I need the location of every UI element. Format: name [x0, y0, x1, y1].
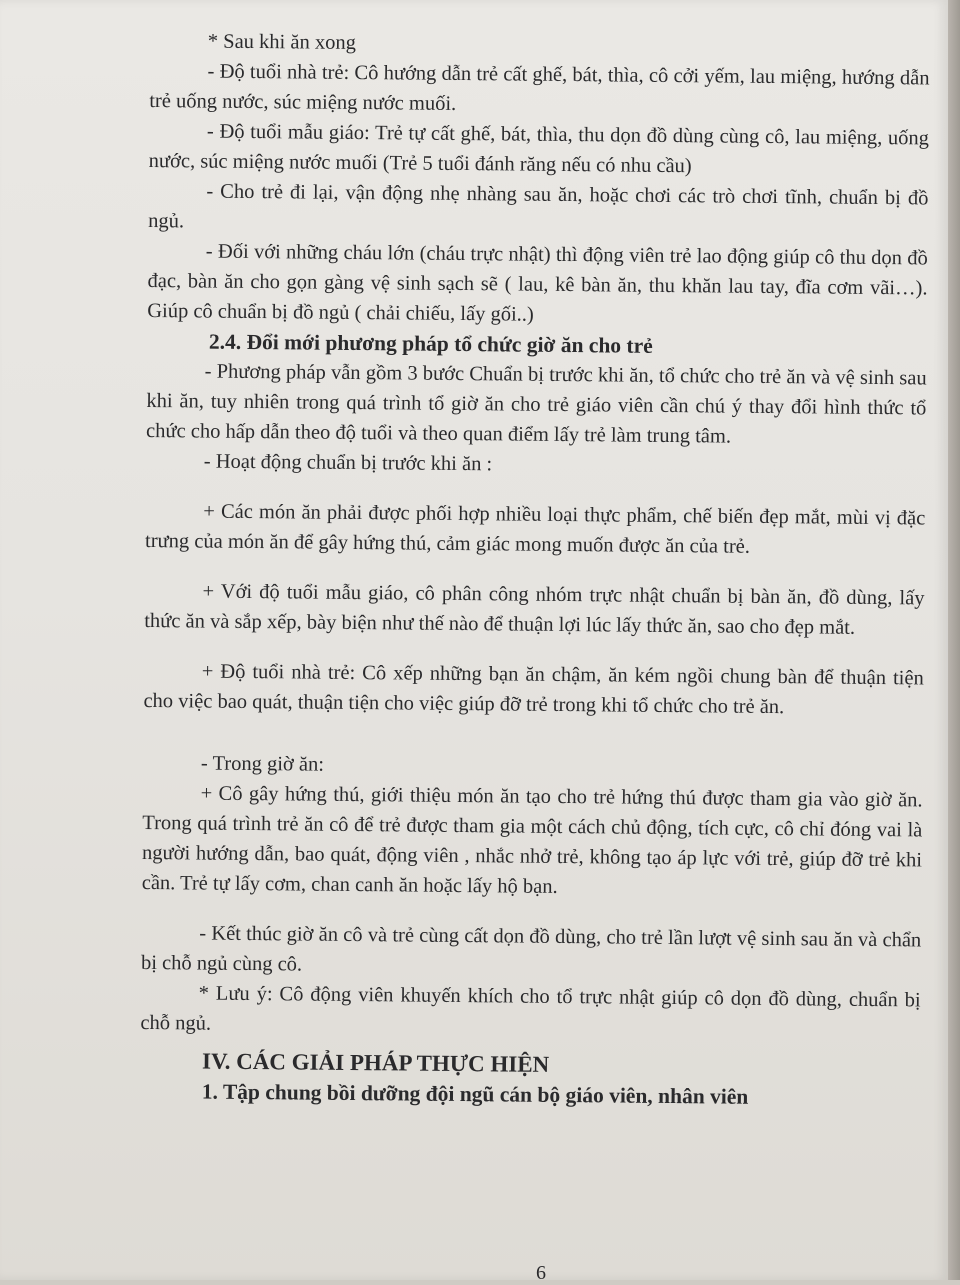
paragraph-light-activity: - Cho trẻ đi lại, vận động nhẹ nhàng sau ăn, hoặc chơi các trò chơi tĩnh, chuẩn bị đồ ngủ. [148, 180, 929, 233]
page-content [140, 26, 930, 1113]
paragraph-dishes: + Các món ăn phải được phối hợp nhiều loại thực phẩm, chế biến đẹp mắt, mùi vị đặc trưng của món ăn để gây hứng thú, cảm giác mong muốn được ăn của trẻ. [144, 500, 926, 558]
paragraph-nursery-seating: + Độ tuổi nhà trẻ: Cô xếp những bạn ăn chậm, ăn kém ngồi chung bàn để thuận tiện cho việc bao quát, thuận tiện cho việc giúp đỡ trẻ trong khi tổ chức cho trẻ ăn. [143, 660, 924, 719]
paragraph-during-meal: + Cô gây hứng thú, giới thiệu món ăn tạo cho trẻ hứng thú được tham gia vào giờ ăn. Trong quá trình trẻ ăn cô để trẻ được tham gia một cách chủ động, tích cực, cô chỉ đóng vai là người hướng dẫn, bao quát, động viên , nhắc nhở trẻ, không tạo áp lực với trẻ, giúp đỡ trẻ khi cần. Trẻ tự lấy cơm, chan canh ăn hoặc lấy hộ bạn. [141, 782, 923, 898]
page-edge-shadow [948, 0, 960, 1280]
paragraph-preparation-heading: - Hoạt động chuẩn bị trước khi ăn : [203, 450, 493, 476]
paragraph-during-meal-heading: - Trong giờ ăn: [200, 752, 325, 776]
page-number: 6 [536, 1262, 546, 1284]
section-heading-iv: IV. CÁC GIẢI PHÁP THỰC HIỆN [201, 1048, 550, 1077]
section-heading-2-4: 2.4. Đổi mới phương pháp tổ chức giờ ăn cho trẻ [208, 329, 653, 358]
paragraph-method-steps: - Phương pháp vẫn gồm 3 bước Chuẩn bị trước khi ăn, tổ chức cho trẻ ăn và vệ sinh sau khi ăn, tuy nhiên trong quá trình tổ giờ ăn cho trẻ giáo viên cần chú ý thay đổi hình thức tổ chức cho hấp dẫn theo độ tuổi và theo quan điểm lấy trẻ làm trung tâm. [146, 360, 927, 448]
note-after-meal: * Sau khi ăn xong [207, 30, 356, 54]
paragraph-kindergarten-duty: + Với độ tuổi mẫu giáo, cô phân công nhóm trực nhật chuẩn bị bàn ăn, đồ dùng, lấy thức ăn và sắp xếp, bày biện như thế nào để thuận lợi lúc lấy thức ăn, sao cho đẹp mắt. [144, 580, 925, 639]
paragraph-end-of-meal: - Kết thúc giờ ăn cô và trẻ cùng cất dọn đồ dùng, cho trẻ lần lượt vệ sinh sau ăn và chẩn bị chỗ ngủ cùng cô. [140, 922, 922, 976]
paragraph-kindergarten-after-meal: - Độ tuổi mẫu giáo: Trẻ tự cất ghế, bát, thìa, thu dọn đồ dùng cùng cô, lau miệng, uống nước, súc miệng nước muối (Trẻ 5 tuổi đánh răng nếu có nhu cầu) [148, 120, 930, 178]
paragraph-older-children: - Đối với những cháu lớn (cháu trực nhật) thì động viên trẻ lao động giúp cô thu dọn đồ đạc, bàn ăn cho gọn gàng vệ sinh sạch sẽ ( lau, kê bàn ăn, thu khăn lau tay, đĩa cơm vãi…). Giúp cô chuẩn bị đồ ngủ ( chải chiếu, lấy gối..) [147, 240, 928, 326]
paragraph-note: * Lưu ý: Cô động viên khuyến khích cho tổ trực nhật giúp cô dọn đồ dùng, chuẩn bị chỗ ngủ. [140, 982, 921, 1035]
subsection-heading-1: 1. Tập chung bồi dưỡng đội ngũ cán bộ giáo viên, nhân viên [201, 1079, 749, 1109]
paragraph-nursery-after-meal: - Độ tuổi nhà trẻ: Cô hướng dẫn trẻ cất ghế, bát, thìa, cô cởi yếm, lau miệng, hướng dẫn trẻ uống nước, súc miệng nước muối. [149, 60, 930, 115]
